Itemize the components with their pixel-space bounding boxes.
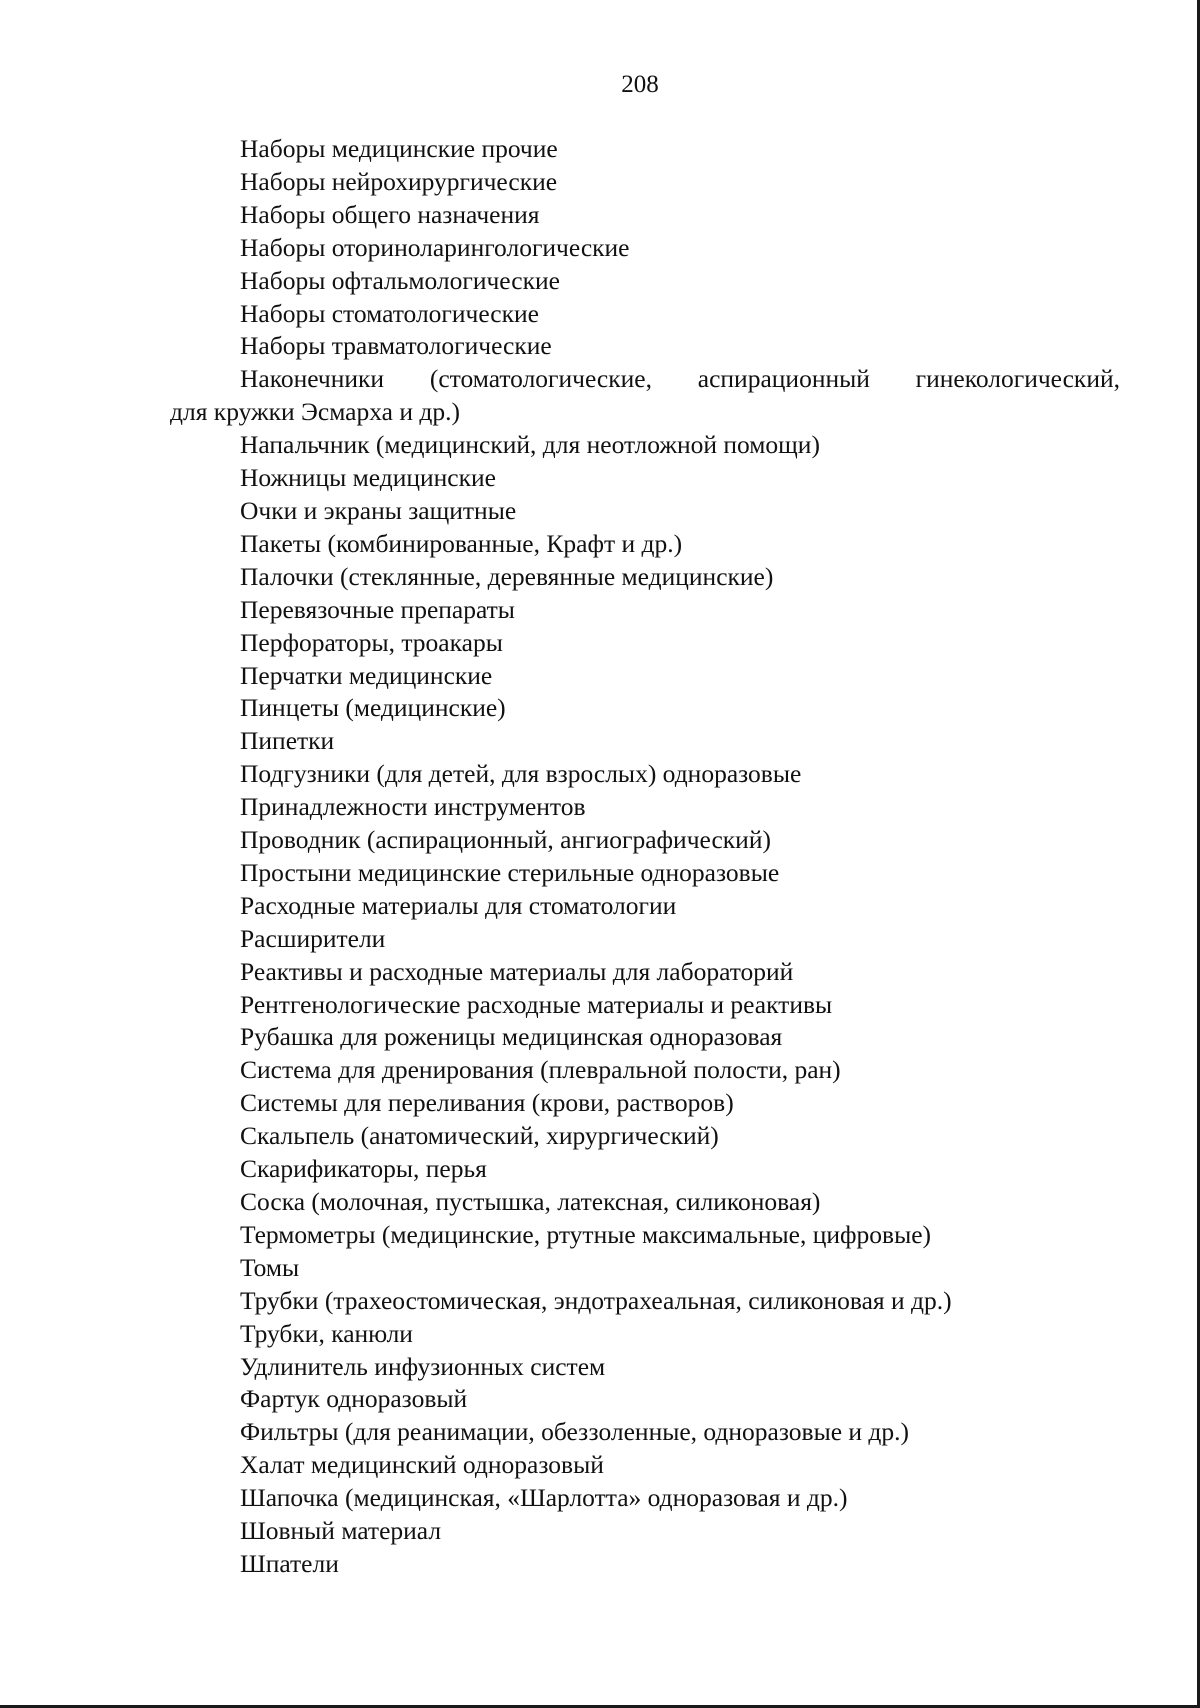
list-item: Простыни медицинские стерильные одноразовые bbox=[240, 857, 780, 887]
item-list bbox=[170, 133, 1120, 1581]
list-item: Соска (молочная, пустышка, латексная, силиконовая) bbox=[240, 1187, 821, 1216]
list-item: Ножницы медицинские bbox=[240, 463, 496, 493]
list-item: Системы для переливания (крови, растворов) bbox=[240, 1088, 734, 1118]
list-item: Трубки, канюли bbox=[240, 1318, 413, 1348]
list-item: Проводник (аспирационный, ангиографический) bbox=[240, 825, 771, 855]
list-item: Рубашка для роженицы медицинская одноразовая bbox=[240, 1022, 783, 1052]
list-item: Шпатели bbox=[240, 1548, 339, 1578]
list-item: Принадлежности инструментов bbox=[240, 792, 586, 822]
list-item: Наборы медицинские прочие bbox=[240, 134, 558, 163]
list-item: Шапочка (медицинская, «Шарлотта» одноразовая и др.) bbox=[240, 1483, 848, 1513]
list-item: Система для дренирования (плевральной полости, ран) bbox=[240, 1055, 841, 1085]
list-item: Палочки (стеклянные, деревянные медицинские) bbox=[240, 561, 774, 591]
wrapped-item-line-2: для кружки Эсмарха и др.) bbox=[170, 397, 460, 427]
list-item: Напальчник (медицинский, для неотложной помощи) bbox=[240, 430, 820, 460]
list-item: Трубки (трахеостомическая, эндотрахеальная, силиконовая и др.) bbox=[240, 1285, 952, 1315]
list-item: Пакеты (комбинированные, Крафт и др.) bbox=[240, 528, 683, 558]
list-item: Фильтры (для реанимации, обеззоленные, одноразовые и др.) bbox=[240, 1417, 910, 1447]
list-item: Очки и экраны защитные bbox=[240, 495, 517, 525]
list-item: Пинцеты (медицинские) bbox=[240, 693, 506, 723]
list-item: Наборы травматологические bbox=[240, 331, 552, 361]
list-item: Пипетки bbox=[240, 726, 335, 756]
list-item: Наборы оториноларингологические bbox=[240, 232, 630, 262]
page-number: 208 bbox=[621, 71, 659, 98]
list-item: Реактивы и расходные материалы для лабораторий bbox=[240, 956, 794, 986]
list-item: Фартук одноразовый bbox=[240, 1384, 468, 1414]
list-item: Скарификаторы, перья bbox=[240, 1154, 487, 1184]
list-item: Скальпель (анатомический, хирургический) bbox=[240, 1121, 719, 1151]
list-item: Удлинитель инфузионных систем bbox=[240, 1351, 606, 1381]
list-item: Перчатки медицинские bbox=[240, 660, 493, 690]
list-item: Подгузники (для детей, для взрослых) одноразовые bbox=[240, 759, 802, 789]
list-item: Наборы нейрохирургические bbox=[240, 166, 558, 196]
list-item: Перфораторы, троакары bbox=[240, 627, 503, 657]
list-item: Наборы общего назначения bbox=[240, 199, 540, 229]
list-item: Наборы стоматологические bbox=[240, 298, 539, 328]
list-item: Перевязочные препараты bbox=[240, 594, 515, 624]
list-item: Расходные материалы для стоматологии bbox=[240, 890, 677, 920]
list-item: Шовный материал bbox=[240, 1516, 442, 1546]
list-item: Халат медицинский одноразовый bbox=[240, 1450, 604, 1480]
list-item: Расширители bbox=[240, 923, 386, 953]
list-item: Томы bbox=[240, 1252, 300, 1282]
list-item: Наборы офтальмологические bbox=[240, 265, 560, 295]
wrapped-item-line-1: Наконечники (стоматологические, аспирационный гинекологический, bbox=[240, 364, 1120, 394]
list-item: Рентгенологические расходные материалы и реактивы bbox=[240, 989, 833, 1019]
list-item: Термометры (медицинские, ртутные максимальные, цифровые) bbox=[240, 1219, 932, 1249]
list-item-wrapped bbox=[170, 363, 1120, 429]
